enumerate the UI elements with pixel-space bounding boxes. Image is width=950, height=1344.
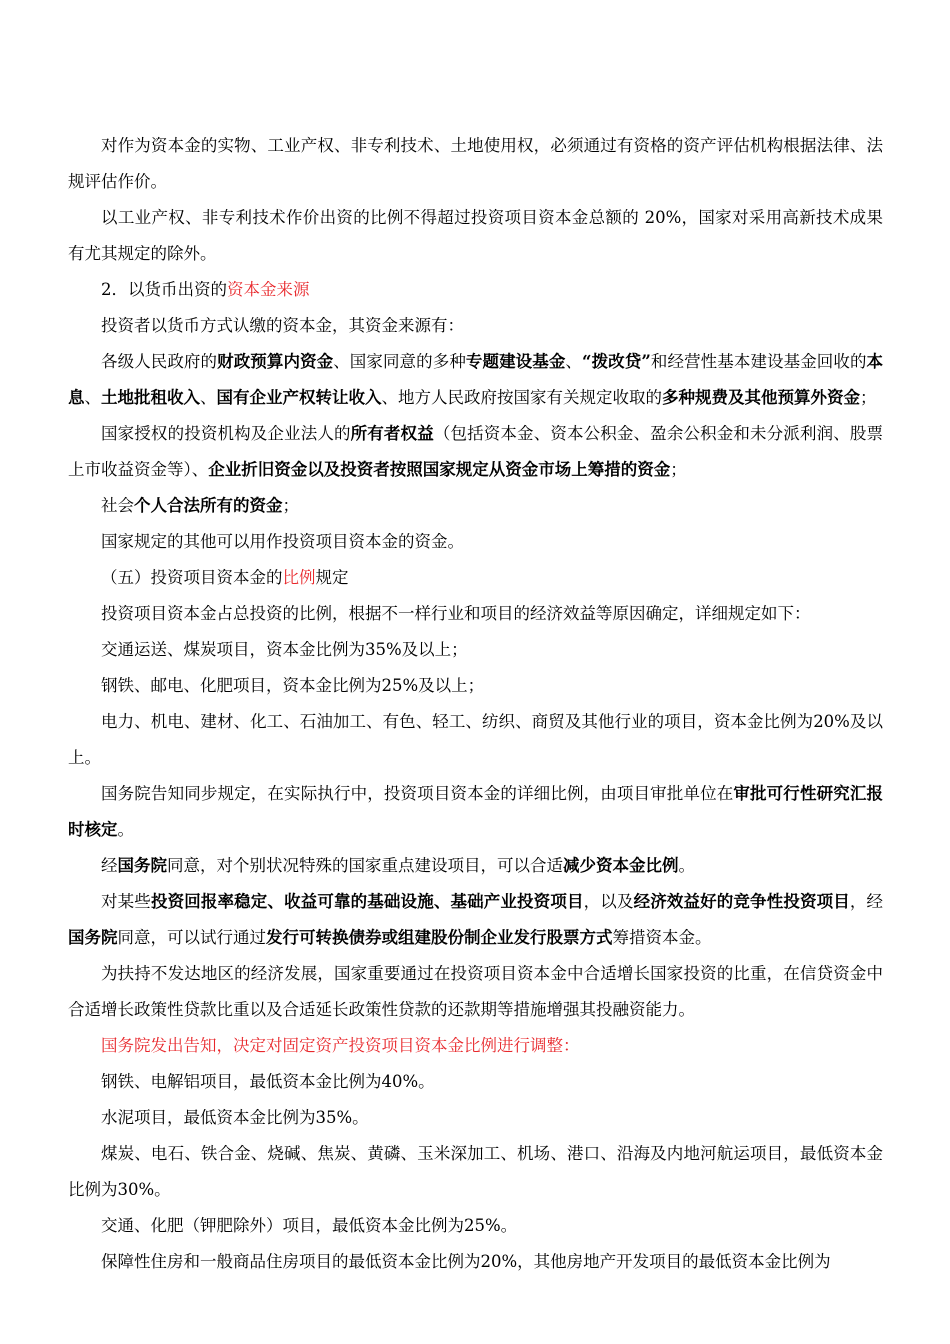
paragraph-min-ratio-transport: 交通、化肥（钾肥除外）项目，最低资本金比例为25%。	[101, 1216, 518, 1235]
paragraph-min-ratio-cement: 水泥项目，最低资本金比例为35%。	[101, 1108, 369, 1127]
paragraph-owner-equity: 国家授权的投资机构及企业法人的所有者权益（包括资本金、资本公积金、盈余公积金和未分派利润、股票上市收益资金等）、企业折旧资金以及投资者按照国家规定从资金市场上筹措的资金；	[68, 424, 884, 479]
bold-term: 经济效益好的竞争性投资项目	[633, 892, 850, 911]
paragraph-convertible-bonds: 对某些投资回报率稳定、收益可靠的基础设施、基础产业投资项目，以及经济效益好的竞争性投资项目，经国务院同意，可以试行通过发行可转换债券或组建股份制企业发行股票方式筹措资本金。	[68, 892, 884, 947]
bold-term: 财政预算内资金	[217, 352, 334, 371]
paragraph-min-ratio-housing: 保障性住房和一般商品住房项目的最低资本金比例为20%，其他房地产开发项目的最低资本金比例为	[101, 1252, 831, 1271]
bold-term: 个人合法所有的资金	[134, 496, 283, 515]
paragraph-government-funds: 各级人民政府的财政预算内资金、国家同意的多种专题建设基金、“拨改贷”和经营性基本建设基金回收的本息、土地批租收入、国有企业产权转让收入、地方人民政府按国家有关规定收取的多种规费及其他预算外资金；	[68, 352, 884, 407]
bold-term: 专题建设基金	[465, 352, 566, 371]
document-body	[68, 128, 883, 1280]
bold-term: 企业折旧资金以及投资者按照国家规定从资金市场上筹措的资金	[208, 460, 671, 479]
paragraph-adjustment-notice: 国务院发出告知，决定对固定资产投资项目资本金比例进行调整：	[101, 1036, 580, 1055]
bold-term: 投资回报率稳定、收益可靠的基础设施、基础产业投资项目	[150, 892, 584, 911]
red-highlight: 资本金来源	[227, 280, 310, 299]
paragraph-reduce-ratio: 经国务院同意，对个别状况特殊的国家重点建设项目，可以合适减少资本金比例。	[101, 856, 695, 875]
paragraph-fund-sources-intro: 投资者以货币方式认缴的资本金，其资金来源有：	[101, 316, 464, 335]
bold-term: “拨改贷”	[582, 352, 651, 371]
paragraph-ratio-transport: 交通运送、煤炭项目，资本金比例为35%及以上；	[101, 640, 468, 659]
paragraph-ip-ratio: 以工业产权、非专利技术作价出资的比例不得超过投资项目资本金总额的 20%，国家对采用高新技术成果有尤其规定的除外。	[68, 208, 883, 263]
paragraph-other-funds: 国家规定的其他可以用作投资项目资本金的资金。	[101, 532, 464, 551]
bold-term: 土地批租收入	[101, 388, 200, 407]
paragraph-personal-funds: 社会个人合法所有的资金；	[101, 496, 299, 515]
bold-term: 本息	[68, 352, 884, 407]
paragraph-min-ratio-steel: 钢铁、电解铝项目，最低资本金比例为40%。	[101, 1072, 435, 1091]
bold-term: 减少资本金比例	[563, 856, 679, 875]
paragraph-state-council-notice: 国务院告知同步规定，在实际执行中，投资项目资本金的详细比例，由项目审批单位在审批可行性研究汇报时核定。	[68, 784, 884, 839]
paragraph-asset-valuation: 对作为资本金的实物、工业产权、非专利技术、土地使用权，必须通过有资格的资产评估机构根据法律、法规评估作价。	[68, 136, 883, 191]
paragraph-underdeveloped-regions: 为扶持不发达地区的经济发展，国家重要通过在投资项目资本金中合适增长国家投资的比重，在信贷资金中合适增长政策性贷款比重以及合适延长政策性贷款的还款期等措施增强其投融资能力。	[68, 964, 883, 1019]
section-heading-ratio: （五）投资项目资本金的比例规定	[101, 568, 349, 587]
bold-term: 国务院	[68, 928, 118, 947]
bold-term: 发行可转换债券或组建股份制企业发行股票方式	[266, 928, 613, 947]
section-heading-currency-source: 2．以货币出资的资本金来源	[101, 280, 310, 299]
bold-term: 国务院	[117, 856, 167, 875]
bold-term: 国有企业产权转让收入	[216, 388, 382, 407]
bold-term: 所有者权益	[350, 424, 434, 443]
bold-term: 多种规费及其他预算外资金	[662, 388, 860, 407]
paragraph-ratio-power: 电力、机电、建材、化工、石油加工、有色、轻工、纺织、商贸及其他行业的项目，资本金比例为20%及以上。	[68, 712, 883, 767]
paragraph-min-ratio-coal: 煤炭、电石、铁合金、烧碱、焦炭、黄磷、玉米深加工、机场、港口、沿海及内地河航运项目，最低资本金比例为30%。	[68, 1144, 883, 1199]
paragraph-ratio-steel: 钢铁、邮电、化肥项目，资本金比例为25%及以上；	[101, 676, 485, 695]
bold-term: 审批可行性研究汇报时核定	[68, 784, 884, 839]
red-highlight: 比例	[282, 568, 316, 587]
paragraph-ratio-intro: 投资项目资本金占总投资的比例，根据不一样行业和项目的经济效益等原因确定，详细规定如下：	[101, 604, 811, 623]
